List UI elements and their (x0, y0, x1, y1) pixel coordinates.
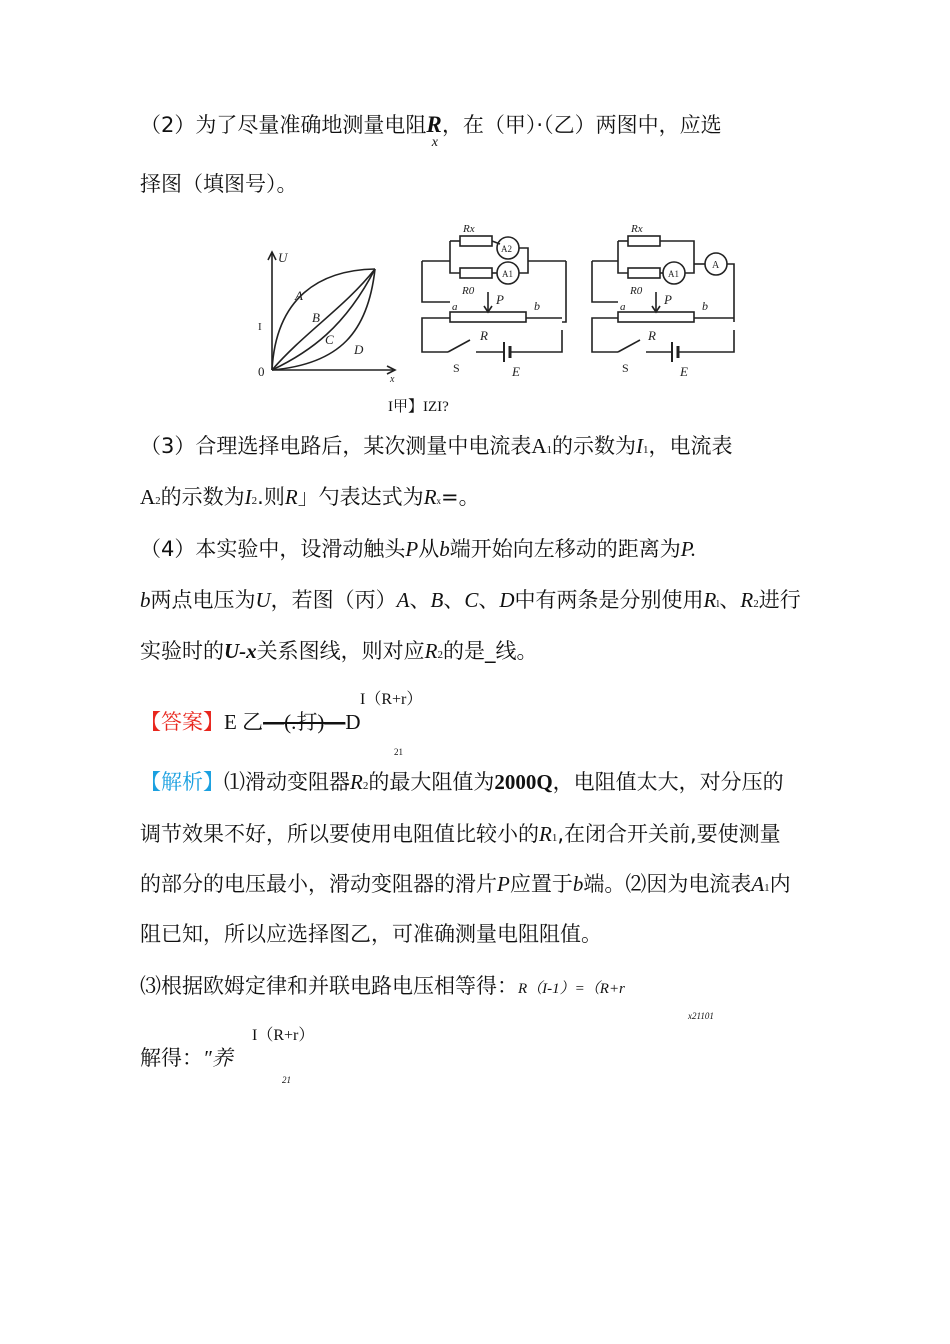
q4-text-k: 的是_线。 (443, 639, 538, 663)
q3-text-b: 的示数为 (552, 434, 637, 458)
analysis-result: ″养 (203, 1046, 233, 1070)
c2-rx-label: Rx (631, 223, 643, 235)
analysis-text-a: ⑴滑动变阻器 (224, 770, 350, 794)
analysis-text-k: 解得： (140, 1046, 203, 1070)
q4-text-d: 两点电压为 (150, 588, 256, 612)
answer-fraction-line: —(.打)— (263, 710, 346, 734)
c2-switch (618, 340, 640, 352)
analysis-label: 【解析】 (140, 770, 224, 794)
r1-symbol: R (703, 588, 717, 612)
q3-text-a: （3）合理选择电路后，某次测量中电流表 (140, 434, 532, 458)
analysis-text-b: 的最大阻值为 (368, 770, 495, 794)
analysis-line6 (140, 1044, 233, 1072)
analysis-r1-symbol: R (539, 822, 552, 846)
q2-text-a: （2）为了尽量准确地测量电阻 (140, 113, 427, 137)
figure-caption: I甲】IZI? (388, 399, 449, 415)
sep-3: 、 (478, 588, 500, 612)
a1-subscript: 1 (546, 444, 553, 456)
graph-tick-label: I (258, 321, 262, 333)
a2-subscript: 2 (155, 495, 161, 507)
c1-rheostat (450, 312, 526, 322)
q4-line2 (140, 586, 801, 618)
c1-s-label: S (453, 361, 460, 375)
q3-line1 (140, 432, 733, 464)
c1-b-label: b (534, 299, 540, 313)
c1-switch (448, 340, 470, 352)
analysis-text-g: 应置于 (509, 872, 573, 896)
answer-line (140, 708, 361, 736)
analysis-text-d: 调节效果不好，所以要使用电阻值比较小的 (140, 822, 539, 846)
u-symbol: U (255, 588, 271, 612)
answer-text-b: D (345, 710, 361, 734)
q3-text-d: 的示数为 (160, 485, 245, 509)
c2-s-label: S (622, 361, 629, 375)
q2-text-b: ，在（甲）·（乙）两图中，应选 (441, 113, 722, 137)
analysis-fraction-bottom: 21 (282, 1075, 291, 1085)
c1-r0-resistor (460, 268, 492, 278)
b-symbol-2: b (140, 588, 151, 612)
c2-r-label: R (648, 328, 656, 343)
analysis-text-j: ⑶根据欧姆定律和并联电路电压相等得： (140, 974, 518, 998)
c2-rx-resistor (628, 236, 660, 246)
rx-symbol: R (426, 112, 442, 137)
graph-x-label: x (390, 374, 395, 385)
c1-rx-resistor (460, 236, 492, 246)
analysis-text-i: 内 (769, 872, 791, 896)
answer-text-a: E 乙 (224, 710, 264, 734)
c1-a-label: a (452, 301, 458, 313)
i1-subscript: 1 (643, 444, 649, 456)
c2-p-label: P (664, 292, 672, 307)
analysis-line1 (140, 768, 784, 800)
c1-a1-label: A1 (502, 269, 513, 279)
sep-1: 、 (409, 588, 431, 612)
figure-diagram (250, 212, 750, 392)
q3-text-e: .则 (257, 485, 285, 509)
rx-symbol-q3: R (423, 485, 437, 509)
q2-line2: 择图（填图号）。 (140, 172, 298, 196)
curve-b-label: B (312, 310, 320, 325)
r2-symbol: R (740, 588, 754, 612)
c1-a2-label: A2 (501, 244, 512, 254)
analysis-r2-subscript: 2 (362, 780, 369, 792)
curve-b-ref: B (430, 588, 444, 612)
c1-r-label: R (480, 328, 488, 343)
analysis-line5 (140, 972, 625, 1003)
i1-symbol: I (636, 434, 644, 458)
analysis-value: 2000Q (494, 770, 553, 794)
answer-fraction-top: I（R+r） (360, 691, 423, 708)
c2-e-label: E (680, 364, 688, 379)
rx-subscript: x (431, 135, 438, 150)
q3-text-g: =。 (441, 485, 480, 509)
analysis-fraction-top: I（R+r） (252, 1027, 315, 1044)
q4-text-a: （4）本实验中，设滑动触头 (140, 537, 406, 561)
analysis-text-e: ,在闭合开关前,要使测量 (557, 822, 781, 846)
analysis-equation-subscript: x21101 (688, 1011, 714, 1021)
r1-subscript: l (716, 598, 720, 610)
curve-c-label: C (325, 332, 334, 347)
analysis-p-symbol: P (497, 872, 510, 896)
q3-text-c: ，电流表 (648, 434, 733, 458)
analysis-line3 (140, 870, 791, 902)
c1-rx-label: Rx (463, 223, 475, 235)
q4-line3 (140, 637, 538, 669)
sep-2: 、 (443, 588, 465, 612)
c2-a-label: A (712, 260, 720, 271)
analysis-text-h: 端。⑵因为电流表 (583, 872, 752, 896)
b-symbol: b (439, 537, 450, 561)
c2-r0-resistor (628, 268, 660, 278)
q2-line1 (140, 111, 722, 150)
r2-subscript: 2 (753, 598, 759, 610)
analysis-equation: R（I-1）=（R+r (518, 981, 625, 997)
q4-text-g: 、 (719, 588, 741, 612)
i2-subscript: 2 (251, 495, 258, 507)
analysis-b-symbol: b (572, 872, 584, 896)
ux-symbol: U-x (224, 639, 257, 663)
q4-text-e: ，若图（丙） (270, 588, 397, 612)
answer-fraction-bottom: 21 (394, 747, 403, 757)
c1-e-label: E (512, 364, 520, 379)
q4-text-j: 关系图线，则对应 (256, 639, 425, 663)
curve-d-ref: D (499, 588, 515, 612)
c2-a1-label: A1 (668, 269, 679, 279)
analysis-text-f: 的部分的电压最小，滑动变阻器的滑片 (140, 872, 497, 896)
q4-text-b: 从 (418, 537, 440, 561)
curve-c-ref: C (464, 588, 479, 612)
c2-b-label: b (702, 299, 708, 313)
c2-a-terminal-label: a (620, 301, 626, 313)
r2-symbol-2: R (424, 639, 438, 663)
analysis-a1-subscript: 1 (764, 882, 770, 894)
p-symbol-2: P. (680, 537, 697, 561)
analysis-a1-symbol: A (751, 872, 765, 896)
q4-text-f: 中有两条是分别使用 (514, 588, 704, 612)
c1-r0-label: R0 (462, 285, 475, 297)
curve-a-label: A (295, 288, 303, 303)
q4-text-i: 实验时的 (140, 639, 224, 663)
curve-d-label: D (354, 342, 364, 357)
analysis-text-c: ，电阻值太大，对分压的 (552, 770, 784, 794)
answer-label: 【答案】 (140, 710, 224, 734)
rx-subscript-q3: x (436, 496, 442, 506)
r2-subscript-2: 2 (437, 649, 443, 661)
graph-origin-label: 0 (258, 364, 265, 379)
c1-p-label: P (496, 292, 504, 307)
p-symbol: P (405, 537, 419, 561)
a1-symbol: A (531, 434, 547, 458)
curve-a-ref: A (396, 588, 410, 612)
analysis-line2 (140, 820, 781, 852)
a2-symbol: A (140, 485, 156, 509)
i2-symbol: I (244, 485, 252, 509)
q3-text-f: 」勺表达式为 (297, 485, 424, 509)
q4-line1 (140, 535, 696, 563)
c2-r0-label: R0 (630, 285, 643, 297)
r-symbol: R (284, 485, 298, 509)
q4-text-h: 进行 (758, 588, 801, 612)
c2-rheostat (618, 312, 694, 322)
q3-line2 (140, 483, 480, 515)
q4-text-c: 端开始向左移动的距离为 (449, 537, 681, 561)
graph-u-label: U (278, 250, 288, 265)
analysis-line4: 阻已知，所以应选择图乙，可准确测量电阻阻值。 (140, 922, 602, 946)
analysis-r1-subscript: 1 (551, 832, 558, 844)
analysis-r2-symbol: R (350, 770, 363, 794)
